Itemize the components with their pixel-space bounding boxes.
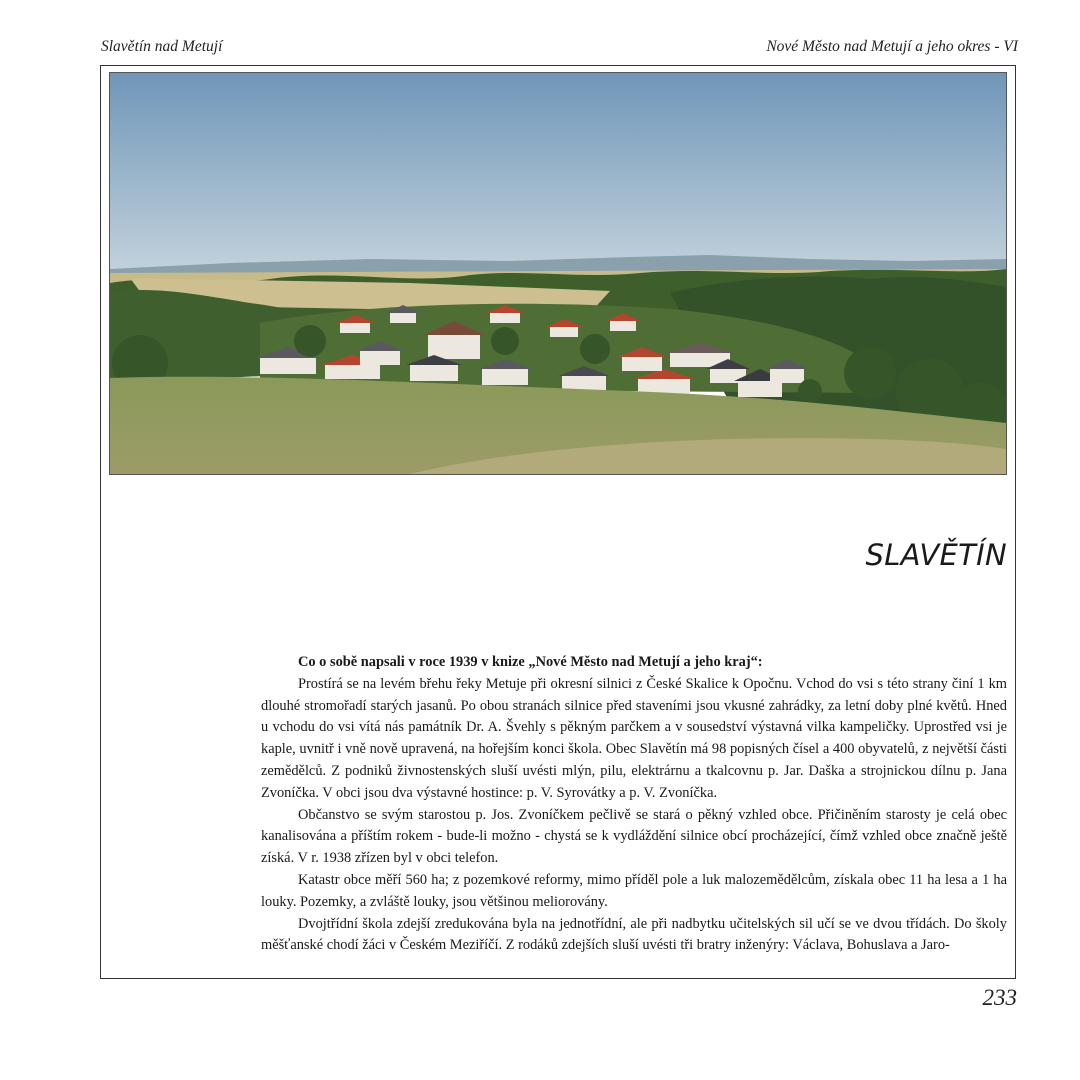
article-lead: Co o sobě napsali v roce 1939 v knize „Nové Město nad Metují a jeho kraj“: — [298, 654, 763, 670]
article-body — [261, 652, 1007, 957]
landscape-illustration — [110, 73, 1006, 474]
sky — [110, 73, 1006, 273]
article-paragraph: Dvojtřídní škola zdejší zredukována byla na jednotřídní, ale při nadbytku učitelských sil učí se ve dvou třídách. Do školy měšťanské chodí žáci v Českém Meziříčí. Z rodáků zdejších sluší uvésti tři bratry inženýry: Václava, Bohuslava a Jaro- — [261, 915, 1007, 954]
article-paragraph: Občanstvo se svým starostou p. Jos. Zvoníčkem pečlivě se stará o pěkný vzhled obce. Přičiněním starosty je celá obec kanalisována a příštím rokem - bude-li možno - chystá se k vydláždění silnice obcí procházející, čímž vzhled obce značně ještě získá. V r. 1938 zřízen byl v obci telefon. — [261, 806, 1007, 867]
article-paragraph: Prostírá se na levém břehu řeky Metuje při okresní silnici z České Skalice k Opočnu. Vchod do vsi s této strany činí 1 km dlouhé stromořadí starých jasanů. Po obou stranách silnice před staveními jsou vkusné zahrádky, za letní doby plné květů. Hned u vchodu do vsi vítá nás památník Dr. A. Švehly s pěkným parčkem a v sousedství výstavná vilka kampeličky. Uprostřed vsi je kaple, uvnitř i vně nově upravená, na hořejším konci škola. Obec Slavětín má 98 popisných čísel a 400 obyvatelů, z největší části zemědělců. Z podniků živnostenských sluší uvésti mlýn, pilu, elektrárnu a tkalcovnu p. Jar. Daška a strojnickou dílnu p. Jana Zvoníčka. V obci jsou dva výstavné hostince: p. V. Syrovátky a p. V. Zvoníčka. — [261, 675, 1007, 801]
article-paragraph: Katastr obce měří 560 ha; z pozemkové reformy, mimo příděl pole a luk malozemědělcům, získala obec 11 ha lesa a 1 ha louky. Pozemky, a zvláště louky, jsou většinou meliorovány. — [261, 871, 1007, 910]
running-head-right: Nové Město nad Metují a jeho okres - VI — [766, 38, 1018, 55]
village-panorama-photo — [109, 72, 1007, 475]
page-number: 233 — [982, 985, 1017, 1010]
chapter-title: SLAVĚTÍN — [865, 538, 1007, 572]
running-head-left: Slavětín nad Metují — [101, 38, 223, 55]
